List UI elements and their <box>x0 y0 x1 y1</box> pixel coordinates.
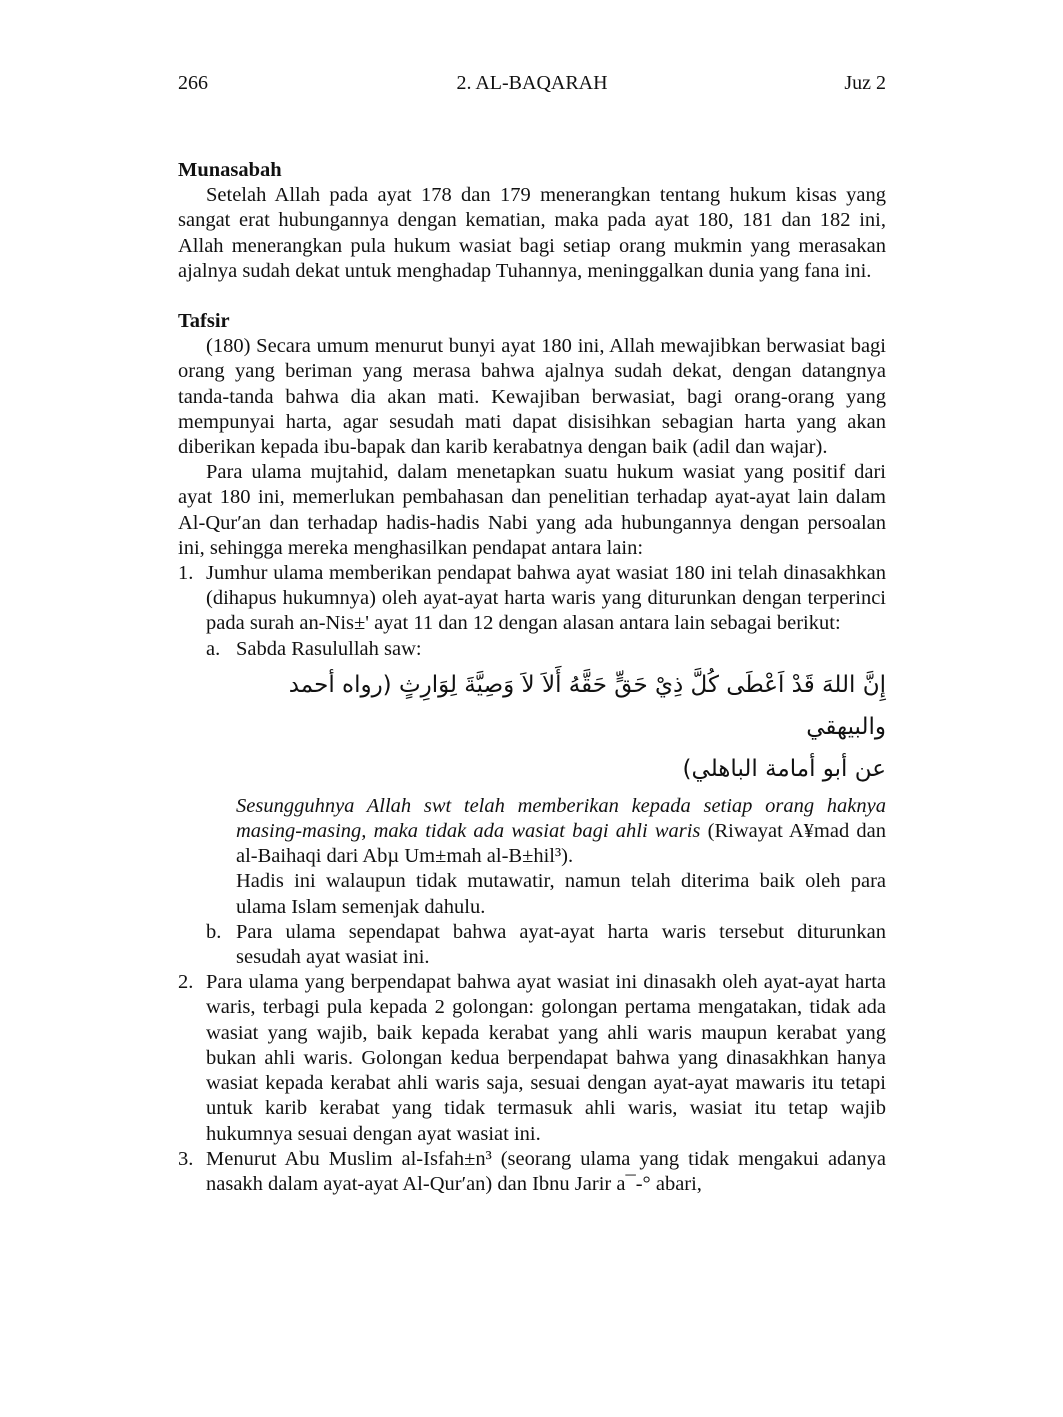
sub-letter: a. <box>206 637 221 660</box>
list-item-1 <box>178 561 886 637</box>
hadith-translation-block <box>236 794 886 870</box>
hadith-translation: Sesungguhnya Allah swt telah memberikan kepada setiap orang haknya masing-masing, maka tidak ada wasiat bagi ahli waris <box>236 794 886 843</box>
tafsir-paragraph-1: (180) Secara umum menurut bunyi ayat 180 ini, Allah mewajibkan berwasiat bagi orang yang beriman yang merasa bahwa ajalnya sudah dekat, dengan datangnya tanda-tanda bahwa dia akan mati. Kewajiban berwasiat, bagi orang-orang yang mempunyai harta, agar sesudah mati dapat disisihkan sebagian harta yang akan diberikan kepada ibu-bapak dan karib kerabatnya dengan baik (adil dan wajar). <box>178 335 886 459</box>
list-number: 2. <box>178 971 194 994</box>
running-header <box>178 72 886 100</box>
munasabah-paragraph: Setelah Allah pada ayat 178 dan 179 menerangkan tentang hukum kisas yang sangat erat hubungannya dengan kematian, maka pada ayat 180, 181 dan 182 ini, Allah menerangkan pula hukum wasiat bagi setiap orang mukmin yang merasakan ajalnya sudah dekat untuk menghadap Tuhannya, meninggalkan dunia yang fana ini. <box>178 184 886 282</box>
juz-label: Juz 2 <box>844 72 886 94</box>
hadith-source: (Riwayat A¥mad dan al-Baihaqi dari Abµ Um±mah al-B±hil³). <box>236 820 886 868</box>
list-number: 1. <box>178 562 194 585</box>
list-item-3 <box>178 1147 886 1197</box>
tafsir-paragraph-2: Para ulama mujtahid, dalam menetapkan suatu hukum wasiat yang positif dari ayat 180 ini, memerlukan pembahasan dan penelitian terhadap ayat-ayat lain dalam Al-Qur′an dan terhadap hadis-hadis Nabi yang ada hubungannya dengan persoalan ini, sehingga mereka menghasilkan pendapat antara lain: <box>178 461 886 559</box>
chapter-title: 2. AL-BAQARAH <box>456 72 608 94</box>
page-number: 266 <box>178 72 208 94</box>
arabic-line-2: عن أبو أمامة الباهلي) <box>682 755 886 782</box>
hadith-arabic <box>206 664 886 790</box>
list-item-text: Jumhur ulama memberikan pendapat bahwa ayat wasiat 180 ini telah dinasakhkan (dihapus hukumnya) oleh ayat-ayat harta waris yang diturunkan dengan terperinci pada surah an-Nis±' ayat 11 dan 12 dengan alasan antara lain sebagai berikut: <box>206 562 886 635</box>
sub-letter: b. <box>206 920 222 943</box>
main-content <box>178 158 886 1197</box>
tafsir-heading: Tafsir <box>178 310 230 333</box>
sub-item-text: Para ulama sependapat bahwa ayat-ayat harta waris tersebut diturunkan sesudah ayat wasiat ini. <box>236 920 886 969</box>
sub-item-a <box>206 637 886 662</box>
sub-item-label: Sabda Rasulullah saw: <box>236 637 422 660</box>
hadith-note: Hadis ini walaupun tidak mutawatir, namun telah diterima baik oleh para ulama Islam semenjak dahulu. <box>236 870 886 918</box>
list-number: 3. <box>178 1147 194 1170</box>
list-item-text: Para ulama yang berpendapat bahwa ayat wasiat ini dinasakh oleh ayat-ayat harta waris, terbagi pula kepada 2 golongan: golongan pertama mengatakan, tidak ada wasiat yang wajib, baik kepada kerabat yang ahli waris maupun kerabat yang bukan ahli waris. Golongan kedua berpendapat bahwa yang dinasakhkan hanya wasiat kepada kerabat ahli waris saja, sesuai dengan ayat-ayat mawaris itu tetapi untuk karib kerabat yang tidak termasuk ahli waris, wasiat itu tetap wajib hukumnya sesuai dengan ayat wasiat ini. <box>206 971 886 1145</box>
list-item-2 <box>178 970 886 1146</box>
arabic-line-1: إِنَّ اللهَ قَدْ اَعْطَى كُلَّ ذِيْ حَقٍّ حَقَّهُ أَلاَ لاَ وَصِيَّةَ لِوَارِثٍ (رواه أحمد والبيهقي <box>288 671 886 740</box>
munasabah-heading: Munasabah <box>178 159 282 181</box>
list-item-text: Menurut Abu Muslim al-Isfah±n³ (seorang ulama yang tidak mengakui adanya nasakh dalam ayat-ayat Al-Qur′an) dan Ibnu Jarir a¯-° abari, <box>206 1147 886 1195</box>
sub-item-b <box>206 920 886 970</box>
